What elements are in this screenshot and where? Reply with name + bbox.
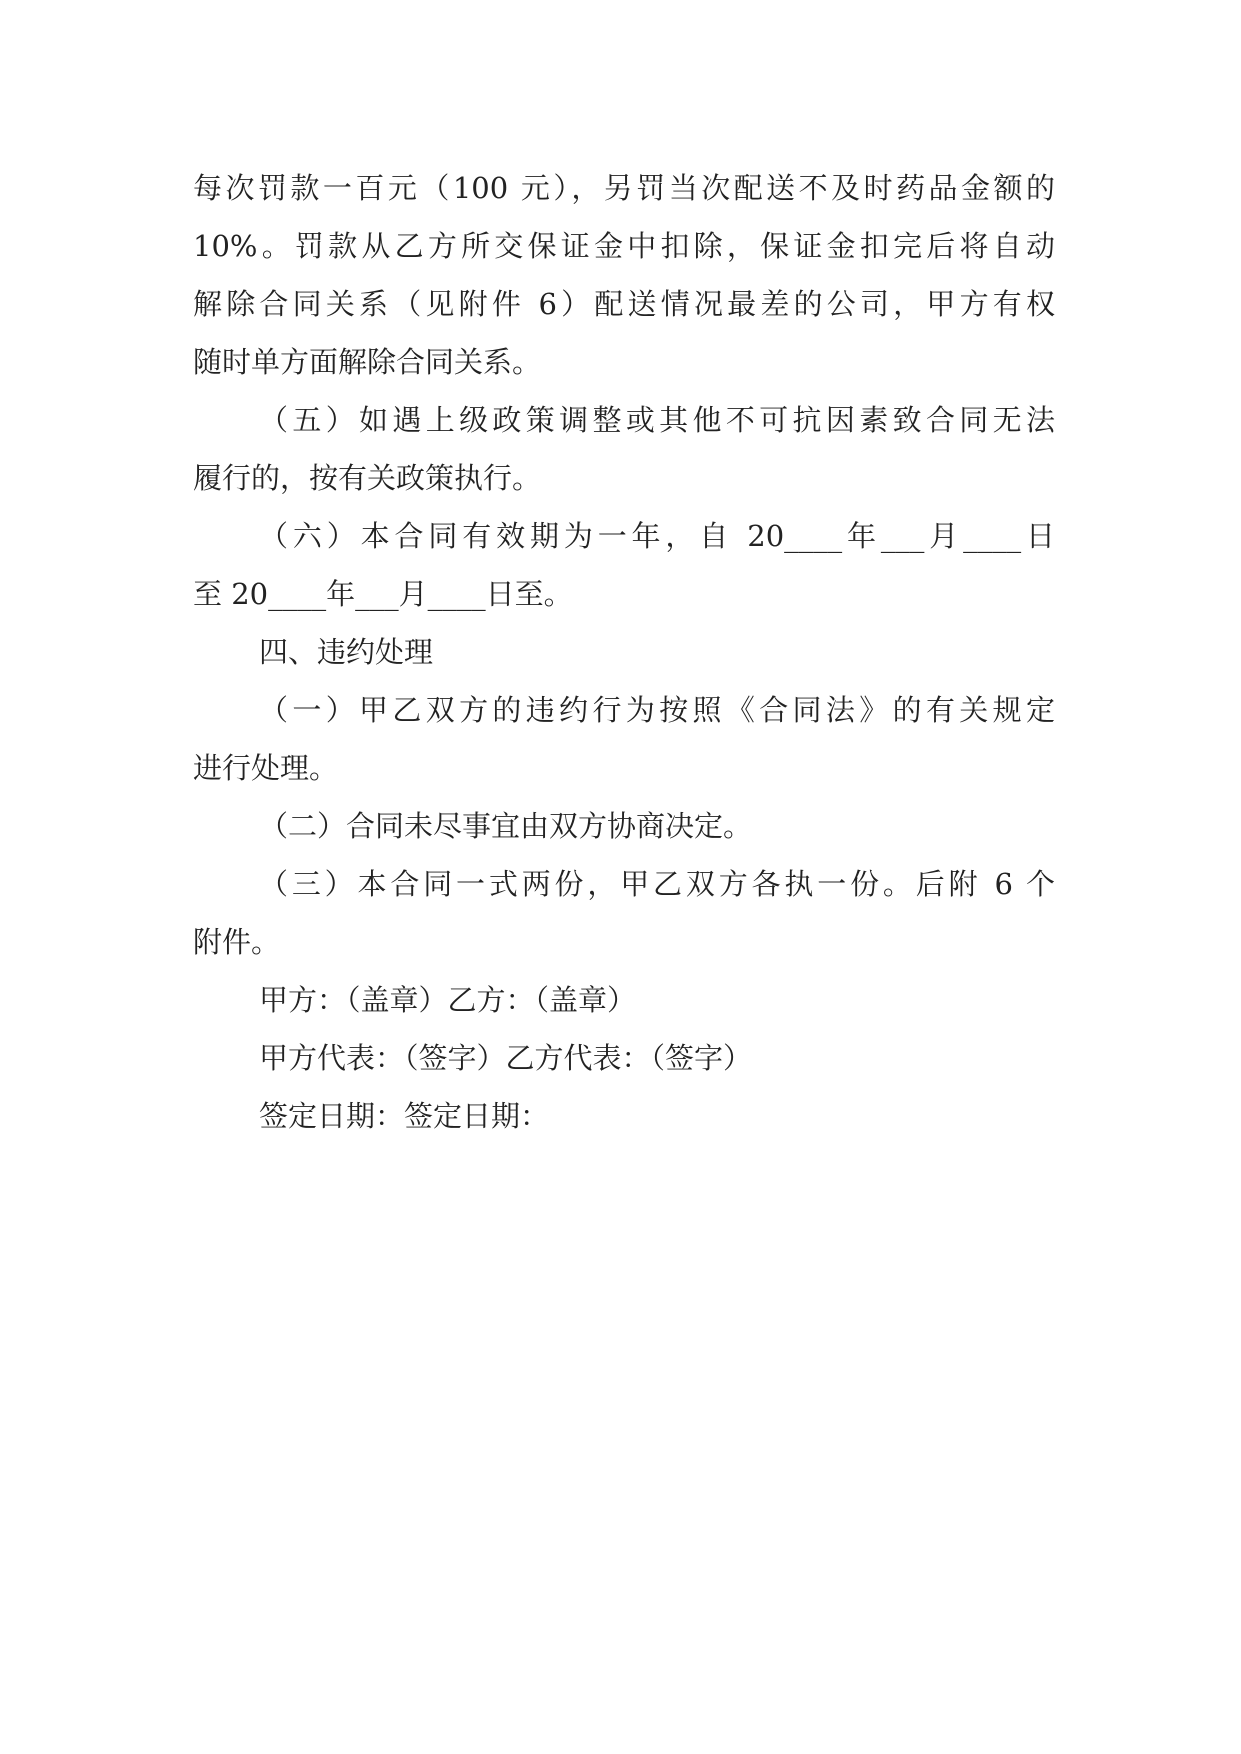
paragraph-line: 每次罚款一百元（100 元），另罚当次配送不及时药品金额的 (193, 171, 1055, 205)
paragraph-line: 解除合同关系（见附件 6）配送情况最差的公司，甲方有权 (193, 287, 1055, 321)
document-body (193, 159, 1055, 1145)
paragraph-line: （六）本合同有效期为一年，自 20____年___月____日 (259, 519, 1055, 553)
paragraph-line: （五）如遇上级政策调整或其他不可抗因素致合同无法 (259, 403, 1055, 437)
paragraph-line: 10%。罚款从乙方所交保证金中扣除，保证金扣完后将自动 (193, 229, 1055, 263)
signature-line: 甲方代表：（签字）乙方代表：（签字） (259, 1041, 753, 1075)
paragraph-line: （二）合同未尽事宜由双方协商决定。 (259, 809, 753, 843)
paragraph-line: 随时单方面解除合同关系。 (193, 345, 542, 379)
paragraph-line: 至 20____年___月____日至。 (193, 577, 573, 611)
signature-line: 甲方：（盖章）乙方：（盖章） (259, 983, 637, 1017)
section-heading: 四、违约处理 (259, 635, 434, 669)
paragraph-line: 进行处理。 (193, 751, 339, 785)
paragraph-line: 履行的，按有关政策执行。 (193, 461, 542, 495)
paragraph-line: 附件。 (193, 925, 281, 959)
date-line: 签定日期：签定日期： (259, 1099, 550, 1133)
paragraph-line: （一）甲乙双方的违约行为按照《合同法》的有关规定 (259, 693, 1055, 727)
paragraph-line: （三）本合同一式两份，甲乙双方各执一份。后附 6 个 (259, 867, 1055, 901)
